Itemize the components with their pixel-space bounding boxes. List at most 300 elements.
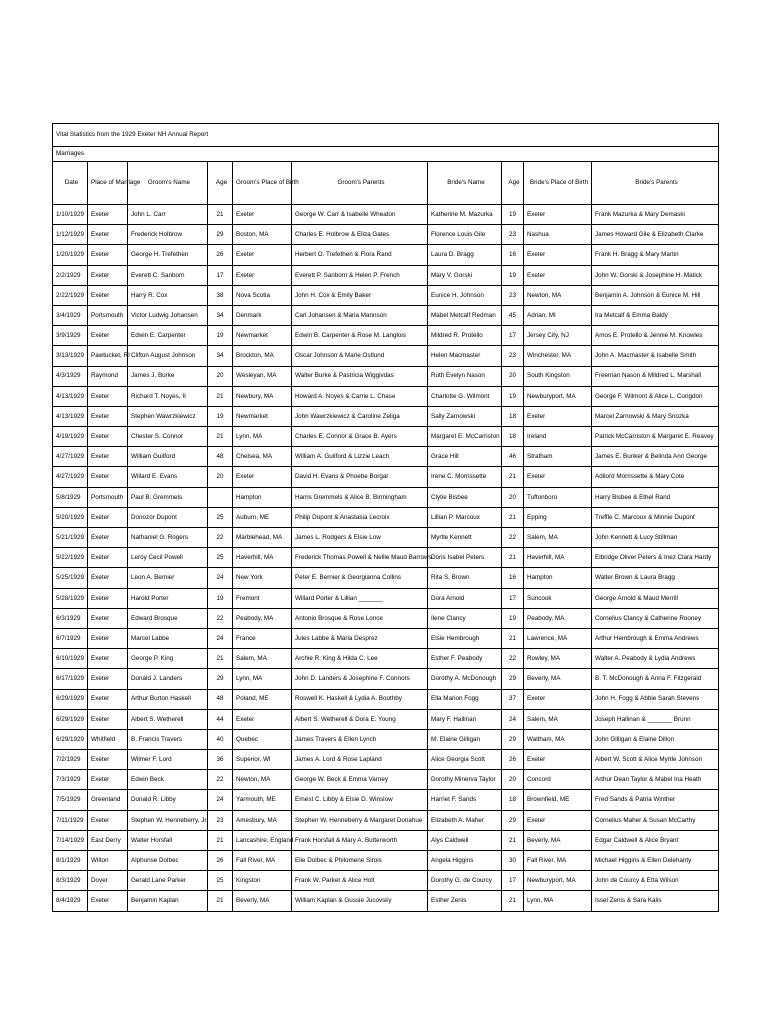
place-of-marriage-cell: Raymond [88, 366, 128, 386]
bride-parents-cell: James E. Bunker & Belinda Ann George [592, 447, 719, 467]
bride-age-cell: 21 [502, 628, 524, 648]
table-row [53, 851, 719, 871]
bride-birthplace-cell: Exeter [524, 810, 592, 830]
date-cell: 5/22/1929 [53, 548, 88, 568]
table-row [53, 225, 719, 245]
bride-name-cell: Irene C. Morrissette [428, 467, 502, 487]
table-row [53, 245, 719, 265]
groom-parents-cell: Frank W. Parker & Alice Holt [292, 871, 428, 891]
groom-name-cell: Donald J. Landers [128, 669, 208, 689]
place-of-marriage-cell: Wilton [88, 851, 128, 871]
bride-age-cell: 37 [502, 689, 524, 709]
bride-parents-cell: Cornelius Clancy & Catherine Rooney [592, 608, 719, 628]
groom-age-cell: 22 [208, 608, 233, 628]
bride-age-cell: 19 [502, 386, 524, 406]
groom-age-cell: 22 [208, 770, 233, 790]
bride-parents-cell: Frank Mazurka & Mary Demaski [592, 205, 719, 225]
bride-parents-cell: George F. Wilmont & Alice L. Congdon [592, 386, 719, 406]
bride-parents-cell: Patrick McCarriston & Margaret E. Reavey [592, 427, 719, 447]
groom-name-cell: Marcel Labbe [128, 628, 208, 648]
groom-age-cell: 19 [208, 588, 233, 608]
date-cell: 6/29/1929 [53, 689, 88, 709]
place-of-marriage-cell: Exeter [88, 628, 128, 648]
bride-birthplace-cell: Nashua [524, 225, 592, 245]
groom-name-cell: Walter Horsfall [128, 830, 208, 850]
bride-age-cell: 30 [502, 851, 524, 871]
bride-name-cell: Myrtle Kennett [428, 528, 502, 548]
groom-name-cell: Arthur Burton Haskell [128, 689, 208, 709]
table-row [53, 346, 719, 366]
groom-birthplace-cell: Peabody, MA [233, 608, 292, 628]
bride-name-cell: Clytie Bisbee [428, 487, 502, 507]
bride-age-cell: 17 [502, 326, 524, 346]
header-grooms-parents: Groom's Parents [292, 162, 428, 205]
groom-name-cell: Edwin E. Carpenter [128, 326, 208, 346]
date-cell: 1/12/1929 [53, 225, 88, 245]
bride-parents-cell: Arthur Hembrough & Emma Andrews [592, 628, 719, 648]
groom-age-cell: 24 [208, 628, 233, 648]
groom-parents-cell: Albert S. Wetherell & Dora E. Young [292, 709, 428, 729]
bride-birthplace-cell: Concord [524, 770, 592, 790]
place-of-marriage-cell: Exeter [88, 649, 128, 669]
bride-parents-cell: Treffle C. Marcoux & Minnie Dupont [592, 507, 719, 527]
date-cell: 7/5/1929 [53, 790, 88, 810]
bride-name-cell: Alice Georgia Scott [428, 750, 502, 770]
groom-age-cell: 20 [208, 366, 233, 386]
groom-age-cell: 24 [208, 790, 233, 810]
table-row [53, 608, 719, 628]
table-row [53, 487, 719, 507]
groom-name-cell: Edward Brosque [128, 608, 208, 628]
section-label: Marriages [53, 147, 719, 162]
bride-parents-cell: Adilord Morrissette & Mary Cote [592, 467, 719, 487]
groom-name-cell: Frederick Holbrow [128, 225, 208, 245]
bride-name-cell: Elsie Hembrough [428, 628, 502, 648]
place-of-marriage-cell: Exeter [88, 528, 128, 548]
groom-age-cell: 48 [208, 689, 233, 709]
table-row [53, 830, 719, 850]
bride-age-cell: 21 [502, 507, 524, 527]
bride-name-cell: Margaret E. McCarriston [428, 427, 502, 447]
bride-birthplace-cell: Lawrence, MA [524, 628, 592, 648]
bride-birthplace-cell: Ireland [524, 427, 592, 447]
bride-birthplace-cell: South Kingston [524, 366, 592, 386]
groom-age-cell: 22 [208, 528, 233, 548]
bride-name-cell: Dorothy A. McDonough [428, 669, 502, 689]
date-cell: 1/20/1929 [53, 245, 88, 265]
header-brides-name: Bride's Name [428, 162, 502, 205]
bride-parents-cell: Albert W. Scott & Alice Myrtle Johnson [592, 750, 719, 770]
header-brides-parents: Bride's Parents [592, 162, 719, 205]
bride-parents-cell: John A. Macmaster & Isabelle Smith [592, 346, 719, 366]
bride-name-cell: Dorothy Minerva Taylor [428, 770, 502, 790]
groom-age-cell: 26 [208, 851, 233, 871]
place-of-marriage-cell: Greenland [88, 790, 128, 810]
date-cell: 3/13/1929 [53, 346, 88, 366]
bride-age-cell: 24 [502, 709, 524, 729]
bride-birthplace-cell: Suncook [524, 588, 592, 608]
bride-name-cell: Mabel Metcalf Redman [428, 305, 502, 325]
bride-age-cell: 17 [502, 871, 524, 891]
groom-age-cell: 21 [208, 205, 233, 225]
groom-birthplace-cell: Lynn, MA [233, 669, 292, 689]
groom-birthplace-cell: Kingston [233, 871, 292, 891]
bride-name-cell: Ruth Evelyn Nason [428, 366, 502, 386]
place-of-marriage-cell: Exeter [88, 205, 128, 225]
date-cell: 7/2/1929 [53, 750, 88, 770]
bride-birthplace-cell: Exeter [524, 245, 592, 265]
bride-parents-cell: Arthur Dean Taylor & Mabel Ina Heath [592, 770, 719, 790]
groom-age-cell: 40 [208, 729, 233, 749]
groom-parents-cell: James L. Rodgers & Elsie Low [292, 528, 428, 548]
groom-birthplace-cell: Auburn, ME [233, 507, 292, 527]
bride-age-cell: 29 [502, 729, 524, 749]
groom-age-cell: 25 [208, 548, 233, 568]
groom-age-cell: 21 [208, 649, 233, 669]
groom-birthplace-cell: Yarmouth, ME [233, 790, 292, 810]
groom-parents-cell: Willard Porter & Lillian _______ [292, 588, 428, 608]
groom-name-cell: Clifton August Johnson [128, 346, 208, 366]
groom-parents-cell: Roswell K. Haskell & Lydia A. Boothby [292, 689, 428, 709]
bride-birthplace-cell: Exeter [524, 205, 592, 225]
table-row [53, 729, 719, 749]
bride-age-cell: 23 [502, 285, 524, 305]
date-cell: 4/27/1929 [53, 447, 88, 467]
place-of-marriage-cell: Exeter [88, 891, 128, 911]
header-brides-place-of-birth: Bride's Place of Birth [524, 162, 592, 205]
date-cell: 6/29/1929 [53, 729, 88, 749]
bride-parents-cell: Benjamin A. Johnson & Eunice M. Hill [592, 285, 719, 305]
groom-age-cell: 21 [208, 830, 233, 850]
bride-parents-cell: Walter Brown & Laura Bragg [592, 568, 719, 588]
date-cell: 2/2/1929 [53, 265, 88, 285]
groom-age-cell [208, 487, 233, 507]
table-row [53, 507, 719, 527]
groom-parents-cell: John D. Landers & Josephine F. Connors [292, 669, 428, 689]
bride-parents-cell: John Kennett & Lucy Stillman [592, 528, 719, 548]
groom-name-cell: Paul B. Gremmels [128, 487, 208, 507]
bride-age-cell: 16 [502, 245, 524, 265]
groom-birthplace-cell: Haverhill, MA [233, 548, 292, 568]
groom-age-cell: 36 [208, 750, 233, 770]
bride-age-cell: 18 [502, 406, 524, 426]
groom-name-cell: Benjamin Kaplan [128, 891, 208, 911]
table-row [53, 810, 719, 830]
table-row [53, 669, 719, 689]
groom-parents-cell: John H. Cox & Emily Baker [292, 285, 428, 305]
bride-birthplace-cell: Exeter [524, 467, 592, 487]
bride-name-cell: Sally Zarnowski [428, 406, 502, 426]
groom-age-cell: 21 [208, 891, 233, 911]
date-cell: 8/1/1929 [53, 851, 88, 871]
groom-name-cell: John L. Carr [128, 205, 208, 225]
bride-name-cell: Elizabeth A. Maher [428, 810, 502, 830]
table-row [53, 709, 719, 729]
bride-name-cell: M. Elaine Gilligan [428, 729, 502, 749]
table-row [53, 568, 719, 588]
bride-birthplace-cell: Brownfield, ME [524, 790, 592, 810]
groom-birthplace-cell: Nova Scotia [233, 285, 292, 305]
table-row [53, 548, 719, 568]
header-date: Date [53, 162, 88, 205]
bride-name-cell: Mary F. Hallinan [428, 709, 502, 729]
bride-birthplace-cell: Exeter [524, 750, 592, 770]
groom-age-cell: 29 [208, 225, 233, 245]
groom-name-cell: Harold Porter [128, 588, 208, 608]
groom-age-cell: 24 [208, 568, 233, 588]
header-grooms-place-of-birth: Groom's Place of Birth [233, 162, 292, 205]
place-of-marriage-cell: Exeter [88, 588, 128, 608]
groom-name-cell: Harry R. Cox [128, 285, 208, 305]
groom-age-cell: 20 [208, 467, 233, 487]
groom-parents-cell: Charles E. Connor & Grace B. Ayers [292, 427, 428, 447]
groom-age-cell: 38 [208, 285, 233, 305]
date-cell: 4/19/1929 [53, 427, 88, 447]
date-cell: 3/4/1929 [53, 305, 88, 325]
groom-parents-cell: George W. Carr & Isabelle Wheaton [292, 205, 428, 225]
groom-parents-cell: James Travers & Ellen Lynch [292, 729, 428, 749]
groom-parents-cell: Philip Dupont & Anastasia Lecroix [292, 507, 428, 527]
place-of-marriage-cell: East Derry [88, 830, 128, 850]
bride-birthplace-cell: Rowley, MA [524, 649, 592, 669]
place-of-marriage-cell: Exeter [88, 689, 128, 709]
bride-name-cell: Esther F. Peabody [428, 649, 502, 669]
bride-birthplace-cell: Newburyport, MA [524, 386, 592, 406]
groom-birthplace-cell: Newmarket [233, 326, 292, 346]
groom-parents-cell: Oscar Johnson & Marie Ostlund [292, 346, 428, 366]
groom-parents-cell: Frederick Thomas Powell & Nellie Maud Barrows [292, 548, 428, 568]
groom-birthplace-cell: Exeter [233, 467, 292, 487]
groom-birthplace-cell: Poland, ME [233, 689, 292, 709]
bride-name-cell: Ella Marion Fogg [428, 689, 502, 709]
groom-parents-cell: Stephen W. Henneberry & Margaret Donahue [292, 810, 428, 830]
bride-name-cell: Helen Macmaster [428, 346, 502, 366]
groom-birthplace-cell: New York [233, 568, 292, 588]
groom-name-cell: Nathaniel G. Rogers [128, 528, 208, 548]
groom-name-cell: Richard T. Noyes, II [128, 386, 208, 406]
date-cell: 5/20/1929 [53, 507, 88, 527]
bride-age-cell: 18 [502, 790, 524, 810]
bride-age-cell: 29 [502, 810, 524, 830]
place-of-marriage-cell: Exeter [88, 265, 128, 285]
header-row [53, 162, 719, 205]
bride-birthplace-cell: Haverhill, MA [524, 548, 592, 568]
groom-parents-cell: Frank Horsfall & Mary A. Butterworth [292, 830, 428, 850]
bride-birthplace-cell: Beverly, MA [524, 669, 592, 689]
header-grooms-name: Groom's Name [128, 162, 208, 205]
groom-name-cell: Stephen W. Henneberry, Jr. [128, 810, 208, 830]
groom-birthplace-cell: Salem, MA [233, 649, 292, 669]
groom-birthplace-cell: Lancashire, England [233, 830, 292, 850]
place-of-marriage-cell: Exeter [88, 225, 128, 245]
groom-name-cell: George P. King [128, 649, 208, 669]
place-of-marriage-cell: Pawtucket, RI [88, 346, 128, 366]
bride-name-cell: Charlotte G. Wilmont [428, 386, 502, 406]
date-cell: 5/28/1929 [53, 588, 88, 608]
place-of-marriage-cell: Portsmouth [88, 487, 128, 507]
bride-parents-cell: Amos E. Protello & Jennie M. Knowles [592, 326, 719, 346]
groom-name-cell: Wilmer F. Lord [128, 750, 208, 770]
date-cell: 1/10/1929 [53, 205, 88, 225]
groom-name-cell: William Guilford [128, 447, 208, 467]
table-row [53, 689, 719, 709]
bride-birthplace-cell: Jersey City, NJ [524, 326, 592, 346]
groom-birthplace-cell: Brockton, MA [233, 346, 292, 366]
bride-birthplace-cell: Waltham, MA [524, 729, 592, 749]
bride-name-cell: Grace Hill [428, 447, 502, 467]
table-row [53, 205, 719, 225]
place-of-marriage-cell: Exeter [88, 507, 128, 527]
groom-birthplace-cell: Newbury, MA [233, 386, 292, 406]
bride-parents-cell: John H. Fogg & Abbie Sarah Stevens [592, 689, 719, 709]
bride-age-cell: 16 [502, 568, 524, 588]
bride-parents-cell: James Howard Gile & Elizabeth Clarke [592, 225, 719, 245]
header-place-of-marriage: Place of Marriage [88, 162, 128, 205]
date-cell: 6/17/1929 [53, 669, 88, 689]
groom-age-cell: 44 [208, 709, 233, 729]
bride-birthplace-cell: Winchester, MA [524, 346, 592, 366]
groom-age-cell: 26 [208, 245, 233, 265]
place-of-marriage-cell: Exeter [88, 750, 128, 770]
groom-birthplace-cell: Marblehead, MA [233, 528, 292, 548]
date-cell: 7/11/1929 [53, 810, 88, 830]
groom-name-cell: George H. Trefethen [128, 245, 208, 265]
place-of-marriage-cell: Exeter [88, 568, 128, 588]
bride-parents-cell: B. T. McDonough & Anna F. Fitzgerald [592, 669, 719, 689]
groom-birthplace-cell: Superior, WI [233, 750, 292, 770]
bride-birthplace-cell: Newton, MA [524, 285, 592, 305]
groom-birthplace-cell: Quebec [233, 729, 292, 749]
bride-parents-cell: Marcel Zarnowski & Mary Snozka [592, 406, 719, 426]
groom-birthplace-cell: Exeter [233, 709, 292, 729]
groom-name-cell: Alphonse Dolbec [128, 851, 208, 871]
date-cell: 7/3/1929 [53, 770, 88, 790]
groom-parents-cell: David H. Evans & Phoebe Borgal [292, 467, 428, 487]
date-cell: 6/7/1929 [53, 628, 88, 648]
bride-age-cell: 21 [502, 830, 524, 850]
bride-name-cell: Mary V. Gorski [428, 265, 502, 285]
groom-parents-cell: Antonio Brosque & Rose Lonce [292, 608, 428, 628]
groom-birthplace-cell: France [233, 628, 292, 648]
bride-name-cell: Laura D. Bragg [428, 245, 502, 265]
bride-birthplace-cell: Stratham [524, 447, 592, 467]
groom-name-cell: Edwin Beck [128, 770, 208, 790]
groom-name-cell: Leon A. Bernier [128, 568, 208, 588]
bride-parents-cell: Edgar Caldwell & Alice Bryant [592, 830, 719, 850]
groom-age-cell: 23 [208, 810, 233, 830]
date-cell: 6/3/1929 [53, 608, 88, 628]
groom-name-cell: Albert S. Wetherell [128, 709, 208, 729]
bride-age-cell: 21 [502, 891, 524, 911]
table-row [53, 750, 719, 770]
groom-parents-cell: Jules Labbe & Maria Desprez [292, 628, 428, 648]
groom-birthplace-cell: Lynn, MA [233, 427, 292, 447]
groom-name-cell: B. Francis Travers [128, 729, 208, 749]
groom-parents-cell: Ernest C. Libby & Elsie D. Winslow [292, 790, 428, 810]
bride-age-cell: 22 [502, 649, 524, 669]
groom-parents-cell: William Kaplan & Gussie Jucovsky [292, 891, 428, 911]
groom-parents-cell: Peter E. Bernier & Georgianna Collins [292, 568, 428, 588]
date-cell: 8/3/1929 [53, 871, 88, 891]
place-of-marriage-cell: Whitfield [88, 729, 128, 749]
bride-birthplace-cell: Epping [524, 507, 592, 527]
bride-age-cell: 20 [502, 487, 524, 507]
date-cell: 4/13/1929 [53, 386, 88, 406]
marriage-records-sheet [52, 123, 718, 912]
place-of-marriage-cell: Exeter [88, 669, 128, 689]
groom-parents-cell: William A. Guilford & Lizzie Leach [292, 447, 428, 467]
groom-name-cell: Chester S. Connor [128, 427, 208, 447]
groom-parents-cell: James A. Lord & Rose Lapland [292, 750, 428, 770]
date-cell: 4/13/1929 [53, 406, 88, 426]
groom-name-cell: James J. Burke [128, 366, 208, 386]
date-cell: 2/22/1929 [53, 285, 88, 305]
bride-parents-cell: Elbridge Oliver Peters & Inez Clara Hardy [592, 548, 719, 568]
bride-name-cell: Rita S. Brown [428, 568, 502, 588]
bride-parents-cell: John W. Gorski & Josephine H. Matick [592, 265, 719, 285]
bride-name-cell: Katherine M. Mazurka [428, 205, 502, 225]
bride-age-cell: 26 [502, 750, 524, 770]
groom-age-cell: 34 [208, 305, 233, 325]
bride-parents-cell: Cornelius Maher & Susan McCarthy [592, 810, 719, 830]
bride-age-cell: 21 [502, 467, 524, 487]
groom-name-cell: Leroy Cecil Powell [128, 548, 208, 568]
table-row [53, 285, 719, 305]
bride-birthplace-cell: Salem, MA [524, 528, 592, 548]
bride-age-cell: 18 [502, 427, 524, 447]
place-of-marriage-cell: Exeter [88, 326, 128, 346]
sheet-title: Vital Statistics from the 1929 Exeter NH Annual Report [53, 124, 719, 147]
date-cell: 4/27/1929 [53, 467, 88, 487]
table-row [53, 406, 719, 426]
groom-birthplace-cell: Beverly, MA [233, 891, 292, 911]
table-row [53, 528, 719, 548]
groom-age-cell: 25 [208, 871, 233, 891]
marriage-records-table [52, 123, 719, 912]
bride-age-cell: 45 [502, 305, 524, 325]
bride-parents-cell: Joseph Hallinan & _______ Brunn [592, 709, 719, 729]
header-bride-age: Age [502, 162, 524, 205]
groom-name-cell: Willard E. Evans [128, 467, 208, 487]
date-cell: 5/8/1929 [53, 487, 88, 507]
place-of-marriage-cell: Exeter [88, 245, 128, 265]
bride-parents-cell: George Arnold & Maud Merrill [592, 588, 719, 608]
bride-age-cell: 23 [502, 346, 524, 366]
date-cell: 5/21/1929 [53, 528, 88, 548]
table-row [53, 649, 719, 669]
groom-name-cell: Everett C. Sanborn [128, 265, 208, 285]
groom-birthplace-cell: Exeter [233, 265, 292, 285]
bride-birthplace-cell: Exeter [524, 265, 592, 285]
groom-parents-cell: Howard A. Noyes & Carrie L. Chase [292, 386, 428, 406]
bride-parents-cell: John Gilligan & Elaine Dillon [592, 729, 719, 749]
groom-parents-cell: Edwin B. Carpenter & Rose M. Langlois [292, 326, 428, 346]
groom-birthplace-cell: Amesbury, MA [233, 810, 292, 830]
groom-parents-cell: Archie R. King & Hilda C. Lee [292, 649, 428, 669]
bride-name-cell: Florence Louis Gile [428, 225, 502, 245]
groom-parents-cell: Herbert O. Trefethen & Flora Rand [292, 245, 428, 265]
table-row [53, 770, 719, 790]
groom-parents-cell: Harris Gremmels & Alice B. Birmingham [292, 487, 428, 507]
place-of-marriage-cell: Exeter [88, 608, 128, 628]
bride-age-cell: 46 [502, 447, 524, 467]
place-of-marriage-cell: Exeter [88, 406, 128, 426]
groom-age-cell: 48 [208, 447, 233, 467]
table-row [53, 588, 719, 608]
bride-birthplace-cell: Peabody, MA [524, 608, 592, 628]
bride-name-cell: Mildred R. Protello [428, 326, 502, 346]
groom-parents-cell: Charles E. Holbrow & Eliza Gates [292, 225, 428, 245]
